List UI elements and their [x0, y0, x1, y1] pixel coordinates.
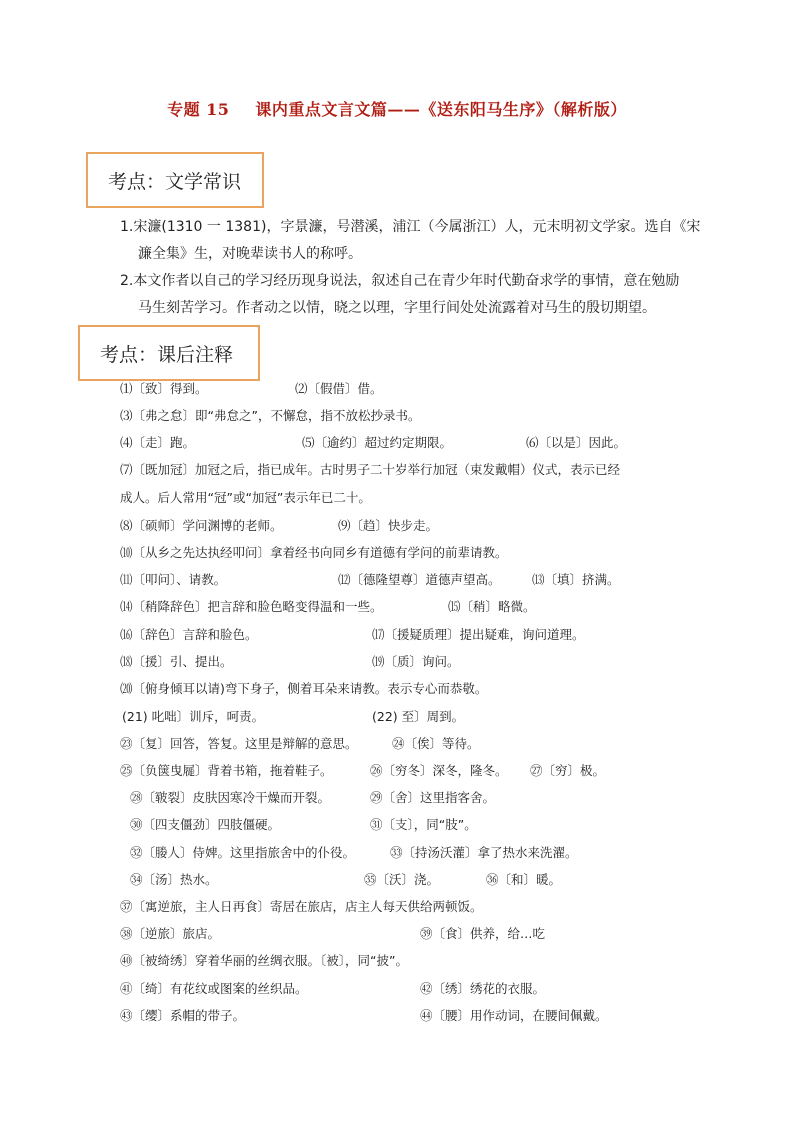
note-26: ㉖〔穷冬〕深冬，隆冬。 — [370, 763, 508, 778]
note-36: ㊱〔和〕暖。 — [486, 872, 562, 887]
note-41: ㊶〔绮〕有花纹或图案的丝织品。 — [120, 981, 308, 996]
note-5: ⑸〔逾约〕超过约定期限。 — [302, 435, 453, 450]
note-24: ㉔〔俟〕等待。 — [392, 736, 480, 751]
note-31: ㉛〔支〕，同“肢”。 — [370, 817, 477, 832]
note-40: ㊵〔被绮绣〕穿着华丽的丝绸衣服。〔被〕，同“披”。 — [120, 953, 408, 968]
note-27: ㉗〔穷〕极。 — [530, 763, 606, 778]
note-1: ⑴〔致〕得到。 — [120, 381, 208, 396]
title-main: 课内重点文言文篇——《送东阳马生序》（解析版） — [255, 100, 627, 119]
note-20: ⒇〔俯身倾耳以请)弯下身子，侧着耳朵来请教。表示专心而恭敬。 — [120, 681, 488, 696]
note-23: ㉓〔复〕回答，答复。这里是辩解的意思。 — [120, 736, 358, 751]
intro-line-2: 濂全集》生，对晚辈读书人的称呼。 — [138, 246, 362, 262]
note-35: ㉟〔沃〕浇。 — [364, 872, 440, 887]
title-topic-number: 专题 15 — [167, 100, 230, 119]
intro-line-4: 马生刻苦学习。作者动之以情，晓之以理，字里行间处处流露着对马生的殷切期望。 — [138, 300, 656, 316]
note-19: ⒆〔质〕询问。 — [372, 654, 460, 669]
note-18: ⒅〔援〕引、提出。 — [120, 654, 233, 669]
note-43: ㊸〔缨〕系帽的带子。 — [120, 1008, 246, 1023]
note-7-line-2: 成人。后人常用“冠”或“加冠”表示年已二十。 — [120, 490, 371, 505]
note-38: ㊳〔逆旅〕旅店。 — [120, 926, 221, 941]
section-heading-annotations — [78, 325, 260, 381]
note-21: (21) 叱咄〕训斥，呵责。 — [122, 709, 265, 724]
note-42: ㊷〔绣〕绣花的衣服。 — [420, 981, 546, 996]
note-8: ⑻〔硕师〕学问渊博的老师。 — [120, 518, 283, 533]
note-15: ⒂〔稍〕略微。 — [448, 599, 536, 614]
note-33: ㉝〔持汤沃灌〕拿了热水来洗濯。 — [390, 845, 578, 860]
note-13: ⒀〔填〕挤满。 — [532, 572, 620, 587]
note-25: ㉕〔负箧曳屣〕背着书箱，拖着鞋子。 — [120, 763, 333, 778]
intro-paragraphs — [120, 214, 700, 322]
note-32: ㉜〔媵人〕侍婢。这里指旅舍中的仆役。 — [130, 845, 356, 860]
note-44: ㊹〔腰〕用作动词，在腰间佩戴。 — [420, 1008, 608, 1023]
section-heading-literary-knowledge — [86, 152, 264, 208]
note-16: ⒃〔辞色〕言辞和脸色。 — [120, 627, 258, 642]
note-3: ⑶〔弗之怠〕即“弗怠之”，不懈怠，指不放松抄录书。 — [120, 408, 421, 423]
note-34: ㉞〔汤〕热水。 — [130, 872, 218, 887]
intro-line-1: 1.宋濂(1310 一 1381)，字景濂，号潜溪，浦江（今属浙江）人，元末明初文学家。选自《宋 — [120, 219, 701, 235]
section-heading-label: 考点：课后注释 — [100, 343, 234, 366]
page-title — [0, 97, 794, 120]
note-12: ⑿〔德隆望尊〕道德声望高。 — [338, 572, 501, 587]
note-6: ⑹〔以是〕因此。 — [526, 435, 627, 450]
note-7-line-1: ⑺〔既加冠〕加冠之后，指已成年。古时男子二十岁举行加冠（束发戴帽）仪式，表示已经 — [120, 462, 621, 477]
intro-line-3: 2.本文作者以自己的学习经历现身说法，叙述自己在青少年时代勤奋求学的事情，意在勉励 — [120, 273, 680, 289]
note-2: ⑵〔假借〕借。 — [295, 381, 383, 396]
note-11: ⑾〔叩问〕、请教。 — [120, 572, 227, 587]
note-4: ⑷〔走〕跑。 — [120, 435, 196, 450]
note-14: ⒁〔稍降辞色〕把言辞和脸色略变得温和一些。 — [120, 599, 383, 614]
note-28: ㉘〔皲裂〕皮肤因寒冷干燥而开裂。 — [130, 790, 331, 805]
note-9: ⑼〔趋〕快步走。 — [338, 518, 439, 533]
note-17: ⒄〔援疑质理〕提出疑难，询问道理。 — [372, 627, 585, 642]
note-39: ㊴〔食〕供养，给…吃 — [420, 926, 546, 941]
note-10: ⑽〔从乡之先达执经叩问〕拿着经书向同乡有道德有学问的前辈请教。 — [120, 545, 508, 560]
note-22: (22) 至〕周到。 — [372, 709, 465, 724]
note-29: ㉙〔舍〕这里指客舍。 — [370, 790, 496, 805]
note-30: ㉚〔四支僵劲〕四肢僵硬。 — [130, 817, 281, 832]
section-heading-label: 考点：文学常识 — [108, 170, 242, 193]
note-37: ㊲〔寓逆旅，主人日再食〕寄居在旅店，店主人每天供给两顿饭。 — [120, 899, 483, 914]
